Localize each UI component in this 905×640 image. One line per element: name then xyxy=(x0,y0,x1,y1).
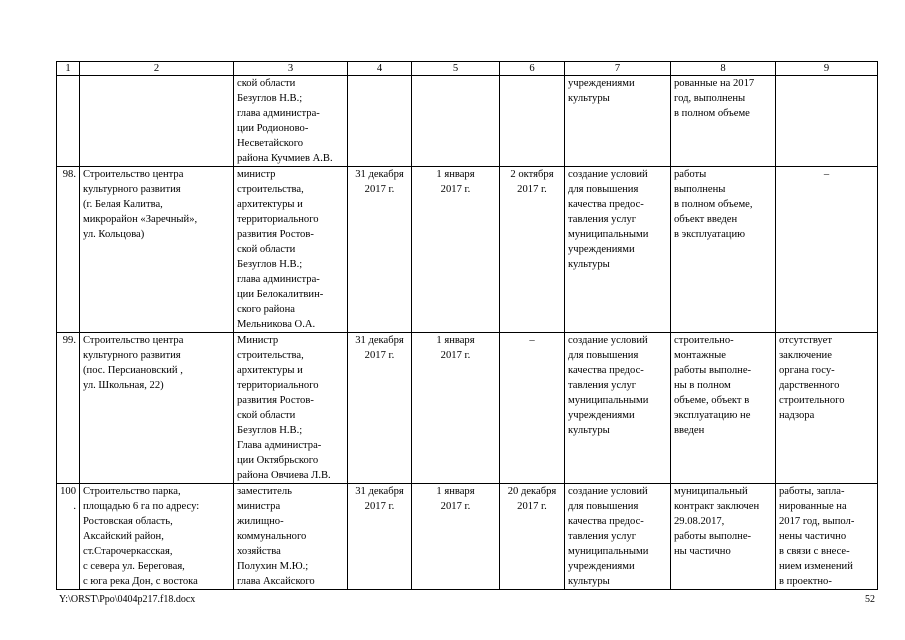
page-number: 52 xyxy=(865,594,875,605)
cell-object: Строительство парка, площадью 6 га по адресу: Ростовская область, Аксайский район, ст.Старочеркасская, с севера ул. Береговая, с юга река Дон, с востока xyxy=(80,484,234,590)
report-table xyxy=(56,61,878,590)
cell-object xyxy=(80,76,234,167)
col-header-4: 4 xyxy=(348,62,412,76)
table-row-continuation xyxy=(57,76,878,167)
col-header-3: 3 xyxy=(234,62,348,76)
table-row xyxy=(57,333,878,484)
cell-col7: учреждениями культуры xyxy=(565,76,671,167)
col-header-7: 7 xyxy=(565,62,671,76)
cell-col4: 31 декабря 2017 г. xyxy=(348,333,412,484)
cell-col4: 31 декабря 2017 г. xyxy=(348,484,412,590)
cell-col4: 31 декабря 2017 г. xyxy=(348,167,412,333)
cell-col6: – xyxy=(500,333,565,484)
cell-col8: муниципальный контракт заключен 29.08.2017, работы выполне- ны частично xyxy=(671,484,776,590)
col-header-2: 2 xyxy=(80,62,234,76)
cell-col9: отсутствует заключение органа госу- дарственного строительного надзора xyxy=(776,333,878,484)
cell-num: 99. xyxy=(57,333,80,484)
cell-num: 100. xyxy=(57,484,80,590)
col-header-1: 1 xyxy=(57,62,80,76)
cell-responsible: министр строительства, архитектуры и территориального развития Ростов- ской области Безуглов Н.В.; глава администра- ции Белокалитвин- ского района Мельникова О.А. xyxy=(234,167,348,333)
cell-col9: – xyxy=(776,167,878,333)
cell-object: Строительство центра культурного развития (г. Белая Калитва, микрорайон «Заречный», ул. Кольцова) xyxy=(80,167,234,333)
cell-col9 xyxy=(776,76,878,167)
header-row xyxy=(57,62,878,76)
cell-num xyxy=(57,76,80,167)
cell-responsible: заместитель министра жилищно- коммунального хозяйства Полухин М.Ю.; глава Аксайского xyxy=(234,484,348,590)
col-header-8: 8 xyxy=(671,62,776,76)
file-path-footer: Y:\ORST\Ppo\0404p217.f18.docx xyxy=(59,594,196,605)
cell-num: 98. xyxy=(57,167,80,333)
cell-col8: строительно- монтажные работы выполне- ны в полном объеме, объект в эксплуатацию не введен xyxy=(671,333,776,484)
cell-col7: создание условий для повышения качества предос- тавления услуг муниципальными учреждениями культуры xyxy=(565,167,671,333)
cell-col6 xyxy=(500,76,565,167)
cell-col8: работы выполнены в полном объеме, объект введен в эксплуатацию xyxy=(671,167,776,333)
cell-col7: создание условий для повышения качества предос- тавления услуг муниципальными учреждениями культуры xyxy=(565,484,671,590)
cell-col6: 20 декабря 2017 г. xyxy=(500,484,565,590)
cell-col7: создание условий для повышения качества предос- тавления услуг муниципальными учреждениями культуры xyxy=(565,333,671,484)
cell-col9: работы, запла- нированные на 2017 год, выпол- нены частично в связи с внесе- нием изменений в проектно- xyxy=(776,484,878,590)
col-header-6: 6 xyxy=(500,62,565,76)
cell-responsible: Министр строительства, архитектуры и территориального развития Ростов- ской области Безуглов Н.В.; Глава администра- ции Октябрьского района Овчиева Л.В. xyxy=(234,333,348,484)
col-header-5: 5 xyxy=(412,62,500,76)
col-header-9: 9 xyxy=(776,62,878,76)
cell-col5: 1 января 2017 г. xyxy=(412,167,500,333)
table-row xyxy=(57,167,878,333)
cell-col5: 1 января 2017 г. xyxy=(412,484,500,590)
cell-responsible: ской области Безуглов Н.В.; глава администра- ции Родионово- Несветайского района Кучмиев А.В. xyxy=(234,76,348,167)
cell-col4 xyxy=(348,76,412,167)
cell-col6: 2 октября 2017 г. xyxy=(500,167,565,333)
cell-col8: рованные на 2017 год, выполнены в полном объеме xyxy=(671,76,776,167)
cell-object: Строительство центра культурного развития (пос. Персиановский , ул. Школьная, 22) xyxy=(80,333,234,484)
table-row xyxy=(57,484,878,590)
cell-col5 xyxy=(412,76,500,167)
cell-col5: 1 января 2017 г. xyxy=(412,333,500,484)
